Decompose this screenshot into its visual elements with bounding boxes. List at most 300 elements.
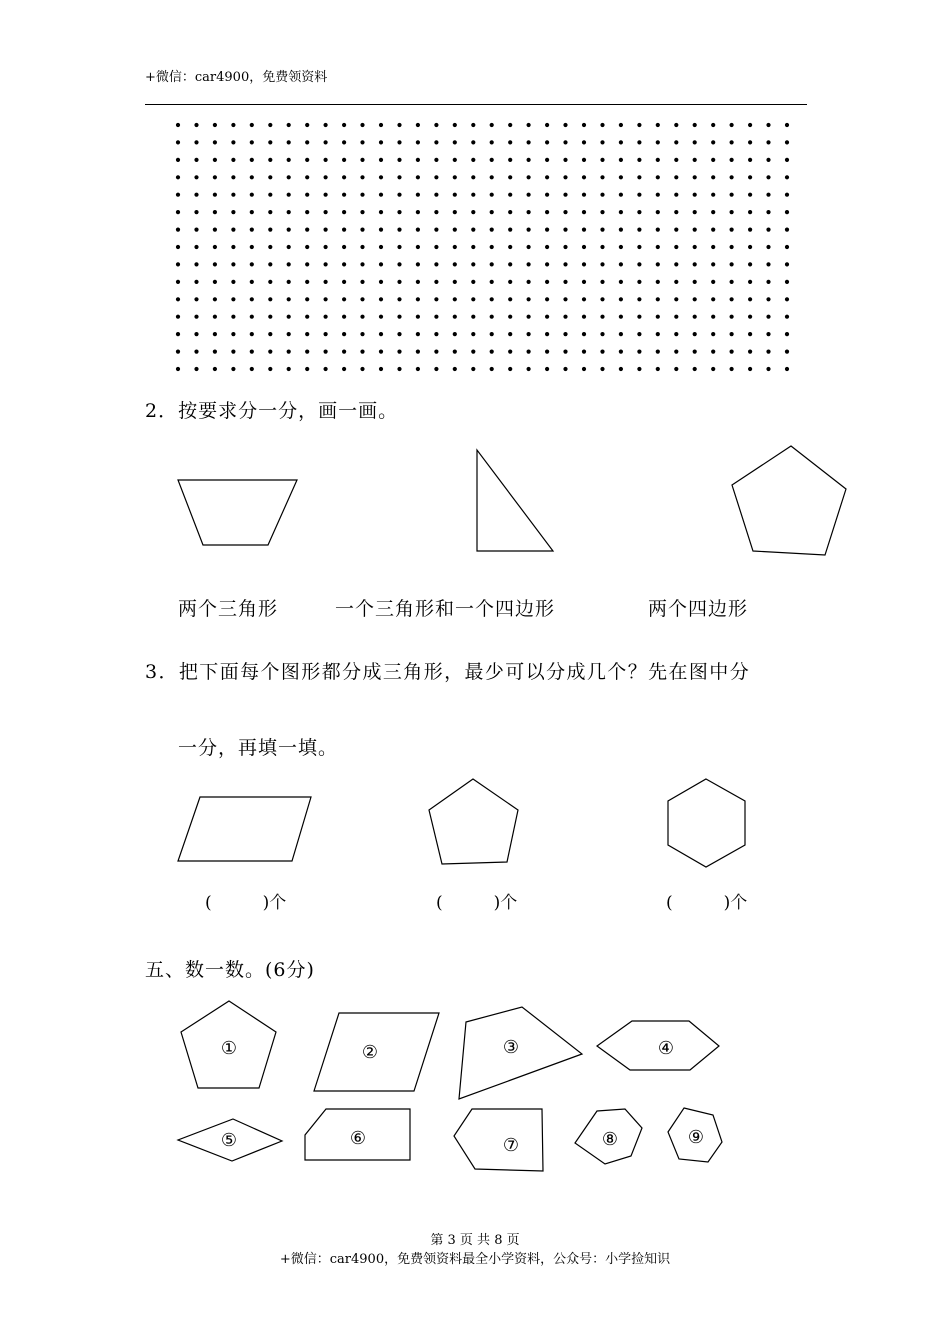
grid-dot — [287, 245, 291, 249]
q2-caption-3: 两个四边形 — [648, 598, 749, 620]
grid-dot — [379, 175, 383, 179]
grid-dot — [637, 228, 641, 232]
grid-dot — [656, 315, 660, 319]
grid-dot — [397, 175, 401, 179]
shape-label-1: ① — [220, 1038, 238, 1059]
grid-dot — [508, 193, 512, 197]
grid-dot — [397, 140, 401, 144]
grid-dot — [508, 350, 512, 354]
grid-dot — [656, 297, 660, 301]
grid-dot — [213, 175, 217, 179]
grid-dot — [305, 367, 309, 371]
grid-dot — [527, 280, 531, 284]
grid-dot — [766, 245, 770, 249]
grid-dot — [785, 158, 789, 162]
grid-dot — [453, 280, 457, 284]
grid-dot — [674, 228, 678, 232]
grid-dot — [730, 297, 734, 301]
grid-dot — [619, 262, 623, 266]
grid-dot — [600, 315, 604, 319]
grid-dot — [527, 175, 531, 179]
grid-dot — [287, 332, 291, 336]
grid-dot — [730, 262, 734, 266]
grid-dot — [674, 332, 678, 336]
grid-dot — [637, 158, 641, 162]
hexagon-shape — [668, 779, 745, 867]
grid-dot — [748, 193, 752, 197]
parallelogram-shape — [178, 797, 311, 861]
header-note: +微信：car4900，免费领资料 — [145, 70, 328, 85]
q3-answer-blank-3[interactable]: ( )个 — [666, 893, 748, 913]
grid-dot — [563, 280, 567, 284]
grid-dot — [268, 193, 272, 197]
grid-dot — [582, 123, 586, 127]
grid-dot — [268, 350, 272, 354]
grid-dot — [545, 140, 549, 144]
grid-dot — [637, 315, 641, 319]
grid-dot — [324, 175, 328, 179]
grid-dot — [342, 262, 346, 266]
grid-dot — [194, 193, 198, 197]
grid-dot — [711, 315, 715, 319]
grid-dot — [582, 158, 586, 162]
grid-dot — [730, 332, 734, 336]
grid-dot — [268, 332, 272, 336]
grid-dot — [231, 210, 235, 214]
grid-dot — [693, 123, 697, 127]
grid-dot — [563, 158, 567, 162]
grid-dot — [527, 350, 531, 354]
grid-dot — [674, 210, 678, 214]
grid-dot — [748, 175, 752, 179]
grid-dot — [213, 193, 217, 197]
grid-dot — [766, 350, 770, 354]
grid-dot — [656, 367, 660, 371]
grid-dot — [748, 350, 752, 354]
grid-dot — [471, 193, 475, 197]
grid-dot — [324, 123, 328, 127]
grid-dot — [730, 210, 734, 214]
grid-dot — [342, 193, 346, 197]
grid-dot — [766, 280, 770, 284]
grid-dot — [730, 158, 734, 162]
grid-dot — [471, 367, 475, 371]
grid-dot — [527, 123, 531, 127]
grid-dot — [730, 245, 734, 249]
grid-dot — [711, 350, 715, 354]
grid-dot — [434, 140, 438, 144]
grid-dot — [250, 193, 254, 197]
grid-dot — [360, 175, 364, 179]
q3-answer-blank-1[interactable]: ( )个 — [205, 893, 287, 913]
grid-dot — [250, 332, 254, 336]
grid-dot — [748, 332, 752, 336]
grid-dot — [287, 193, 291, 197]
grid-dot — [176, 350, 180, 354]
grid-dot — [785, 245, 789, 249]
grid-dot — [527, 140, 531, 144]
grid-dot — [508, 367, 512, 371]
grid-dot — [637, 280, 641, 284]
grid-dot — [582, 245, 586, 249]
grid-dot — [213, 350, 217, 354]
grid-dot — [508, 315, 512, 319]
grid-dot — [360, 245, 364, 249]
grid-dot — [342, 280, 346, 284]
grid-dot — [693, 175, 697, 179]
grid-dot — [360, 123, 364, 127]
grid-dot — [656, 140, 660, 144]
grid-dot — [563, 228, 567, 232]
grid-dot — [711, 193, 715, 197]
grid-dot — [397, 228, 401, 232]
grid-dot — [379, 280, 383, 284]
grid-dot — [471, 332, 475, 336]
grid-dot — [287, 175, 291, 179]
grid-dot — [453, 367, 457, 371]
grid-dot — [730, 228, 734, 232]
grid-dot — [766, 332, 770, 336]
counting-shape-3 — [459, 1007, 582, 1099]
grid-dot — [711, 175, 715, 179]
grid-dot — [785, 228, 789, 232]
grid-dot — [194, 367, 198, 371]
grid-dot — [213, 262, 217, 266]
grid-dot — [379, 210, 383, 214]
grid-dot — [434, 123, 438, 127]
grid-dot — [785, 297, 789, 301]
grid-dot — [342, 228, 346, 232]
grid-dot — [194, 245, 198, 249]
grid-dot — [176, 332, 180, 336]
grid-dot — [268, 367, 272, 371]
grid-dot — [766, 193, 770, 197]
grid-dot — [360, 193, 364, 197]
grid-dot — [730, 367, 734, 371]
grid-dot — [416, 228, 420, 232]
grid-dot — [176, 123, 180, 127]
grid-dot — [711, 332, 715, 336]
grid-dot — [637, 193, 641, 197]
grid-dot — [231, 193, 235, 197]
grid-dot — [453, 297, 457, 301]
grid-dot — [674, 297, 678, 301]
grid-dot — [693, 158, 697, 162]
grid-dot — [176, 228, 180, 232]
grid-dot — [471, 245, 475, 249]
grid-dot — [693, 315, 697, 319]
grid-dot — [342, 350, 346, 354]
grid-dot — [619, 350, 623, 354]
grid-dot — [360, 332, 364, 336]
grid-dot — [397, 245, 401, 249]
shape-label-5: ⑤ — [220, 1130, 238, 1151]
grid-dot — [785, 262, 789, 266]
grid-dot — [545, 297, 549, 301]
grid-dot — [434, 350, 438, 354]
grid-dot — [730, 140, 734, 144]
grid-dot — [600, 140, 604, 144]
grid-dot — [416, 193, 420, 197]
grid-dot — [656, 245, 660, 249]
grid-dot — [674, 193, 678, 197]
grid-dot — [693, 350, 697, 354]
pentagon-shape-small — [429, 779, 518, 864]
grid-dot — [287, 315, 291, 319]
grid-dot — [471, 123, 475, 127]
grid-dot — [619, 140, 623, 144]
grid-dot — [563, 315, 567, 319]
grid-dot — [416, 367, 420, 371]
grid-dot — [416, 210, 420, 214]
grid-dot — [250, 350, 254, 354]
grid-dot — [785, 193, 789, 197]
grid-dot — [619, 315, 623, 319]
grid-dot — [231, 140, 235, 144]
grid-dot — [287, 123, 291, 127]
grid-dot — [194, 315, 198, 319]
grid-dot — [231, 350, 235, 354]
grid-dot — [213, 228, 217, 232]
grid-dot — [619, 297, 623, 301]
grid-dot — [416, 123, 420, 127]
grid-dot — [397, 193, 401, 197]
grid-dot — [563, 210, 567, 214]
grid-dot — [619, 158, 623, 162]
grid-dot — [711, 158, 715, 162]
grid-dot — [213, 140, 217, 144]
grid-dot — [176, 175, 180, 179]
grid-dot — [342, 210, 346, 214]
grid-dot — [508, 297, 512, 301]
grid-dot — [545, 228, 549, 232]
grid-dot — [324, 140, 328, 144]
grid-dot — [600, 210, 604, 214]
grid-dot — [693, 210, 697, 214]
grid-dot — [656, 350, 660, 354]
grid-dot — [674, 367, 678, 371]
trapezoid-shape — [178, 480, 297, 545]
grid-dot — [637, 175, 641, 179]
grid-dot — [305, 245, 309, 249]
grid-dot — [287, 262, 291, 266]
grid-dot — [268, 262, 272, 266]
grid-dot — [305, 315, 309, 319]
grid-dot — [360, 280, 364, 284]
grid-dot — [785, 350, 789, 354]
grid-dot — [730, 350, 734, 354]
grid-dot — [453, 175, 457, 179]
grid-dot — [582, 315, 586, 319]
grid-dot — [324, 297, 328, 301]
grid-dot — [213, 158, 217, 162]
grid-dot — [490, 158, 494, 162]
grid-dot — [471, 228, 475, 232]
grid-dot — [490, 140, 494, 144]
grid-dot — [324, 315, 328, 319]
grid-dot — [434, 315, 438, 319]
grid-dot — [637, 123, 641, 127]
grid-dot — [305, 262, 309, 266]
grid-dot — [730, 193, 734, 197]
grid-dot — [250, 262, 254, 266]
grid-dot — [563, 123, 567, 127]
grid-dot — [268, 175, 272, 179]
grid-dot — [656, 193, 660, 197]
grid-dot — [545, 315, 549, 319]
grid-dot — [748, 210, 752, 214]
grid-dot — [563, 297, 567, 301]
grid-dot — [397, 123, 401, 127]
grid-dot — [619, 210, 623, 214]
grid-dot — [582, 280, 586, 284]
shape-label-2: ② — [361, 1042, 379, 1063]
q2-caption-1: 两个三角形 — [178, 598, 279, 620]
grid-dot — [693, 193, 697, 197]
grid-dot — [268, 280, 272, 284]
grid-dot — [305, 158, 309, 162]
grid-dot — [563, 262, 567, 266]
grid-dot — [287, 228, 291, 232]
grid-dot — [600, 245, 604, 249]
grid-dot — [619, 193, 623, 197]
grid-dot — [527, 262, 531, 266]
pentagon-shape — [732, 446, 846, 555]
grid-dot — [748, 245, 752, 249]
grid-dot — [434, 262, 438, 266]
grid-dot — [287, 367, 291, 371]
grid-dot — [563, 245, 567, 249]
grid-dot — [453, 210, 457, 214]
q3-answer-blank-2[interactable]: ( )个 — [436, 893, 518, 913]
grid-dot — [305, 123, 309, 127]
grid-dot — [637, 332, 641, 336]
grid-dot — [748, 262, 752, 266]
grid-dot — [453, 228, 457, 232]
grid-dot — [527, 332, 531, 336]
grid-dot — [194, 175, 198, 179]
grid-dot — [674, 262, 678, 266]
grid-dot — [711, 367, 715, 371]
grid-dot — [582, 297, 586, 301]
grid-dot — [379, 140, 383, 144]
grid-dot — [342, 140, 346, 144]
grid-dot — [379, 245, 383, 249]
grid-dot — [563, 367, 567, 371]
grid-dot — [508, 175, 512, 179]
grid-dot — [360, 315, 364, 319]
grid-dot — [619, 175, 623, 179]
grid-dot — [213, 315, 217, 319]
grid-dot — [563, 140, 567, 144]
grid-dot — [176, 280, 180, 284]
grid-dot — [231, 280, 235, 284]
grid-dot — [231, 315, 235, 319]
grid-dot — [490, 228, 494, 232]
grid-dot — [342, 175, 346, 179]
grid-dot — [268, 210, 272, 214]
grid-dot — [324, 350, 328, 354]
grid-dot — [748, 123, 752, 127]
grid-dot — [360, 158, 364, 162]
grid-dot — [693, 262, 697, 266]
grid-dot — [342, 332, 346, 336]
grid-dot — [637, 297, 641, 301]
grid-dot — [231, 367, 235, 371]
grid-dot — [416, 245, 420, 249]
grid-dot — [637, 367, 641, 371]
right-triangle-shape — [477, 450, 553, 551]
grid-dot — [250, 245, 254, 249]
grid-dot — [766, 140, 770, 144]
grid-dot — [305, 140, 309, 144]
grid-dot — [287, 297, 291, 301]
grid-dot — [637, 350, 641, 354]
grid-dot — [268, 140, 272, 144]
grid-dot — [711, 280, 715, 284]
grid-dot — [508, 280, 512, 284]
grid-dot — [194, 280, 198, 284]
q2-caption-2: 一个三角形和一个四边形 — [335, 598, 556, 620]
grid-dot — [600, 297, 604, 301]
grid-dot — [453, 193, 457, 197]
grid-dot — [748, 367, 752, 371]
grid-dot — [766, 123, 770, 127]
grid-dot — [324, 228, 328, 232]
grid-dot — [194, 228, 198, 232]
grid-dot — [231, 262, 235, 266]
grid-dot — [231, 123, 235, 127]
grid-dot — [619, 280, 623, 284]
grid-dot — [693, 245, 697, 249]
grid-dot — [508, 245, 512, 249]
grid-dot — [213, 297, 217, 301]
grid-dot — [582, 332, 586, 336]
grid-dot — [416, 350, 420, 354]
grid-dot — [194, 350, 198, 354]
grid-dot — [508, 140, 512, 144]
grid-dot — [416, 158, 420, 162]
grid-dot — [250, 280, 254, 284]
grid-dot — [213, 332, 217, 336]
grid-dot — [582, 262, 586, 266]
grid-dot — [785, 175, 789, 179]
grid-dot — [656, 332, 660, 336]
grid-dot — [656, 158, 660, 162]
grid-dot — [711, 262, 715, 266]
grid-dot — [324, 280, 328, 284]
footer-note: +微信：car4900，免费领资料最全小学资料，公众号：小学捡知识 — [279, 1252, 671, 1267]
grid-dot — [748, 158, 752, 162]
grid-dot — [693, 140, 697, 144]
grid-dot — [250, 123, 254, 127]
grid-dot — [176, 210, 180, 214]
grid-dot — [434, 280, 438, 284]
shape-label-7: ⑦ — [502, 1135, 520, 1156]
grid-dot — [194, 210, 198, 214]
grid-dot — [453, 123, 457, 127]
grid-dot — [471, 175, 475, 179]
grid-dot — [176, 315, 180, 319]
grid-dot — [213, 245, 217, 249]
grid-dot — [490, 297, 494, 301]
grid-dot — [342, 245, 346, 249]
grid-dot — [582, 175, 586, 179]
grid-dot — [397, 350, 401, 354]
grid-dot — [471, 262, 475, 266]
grid-dot — [250, 175, 254, 179]
grid-dot — [453, 158, 457, 162]
